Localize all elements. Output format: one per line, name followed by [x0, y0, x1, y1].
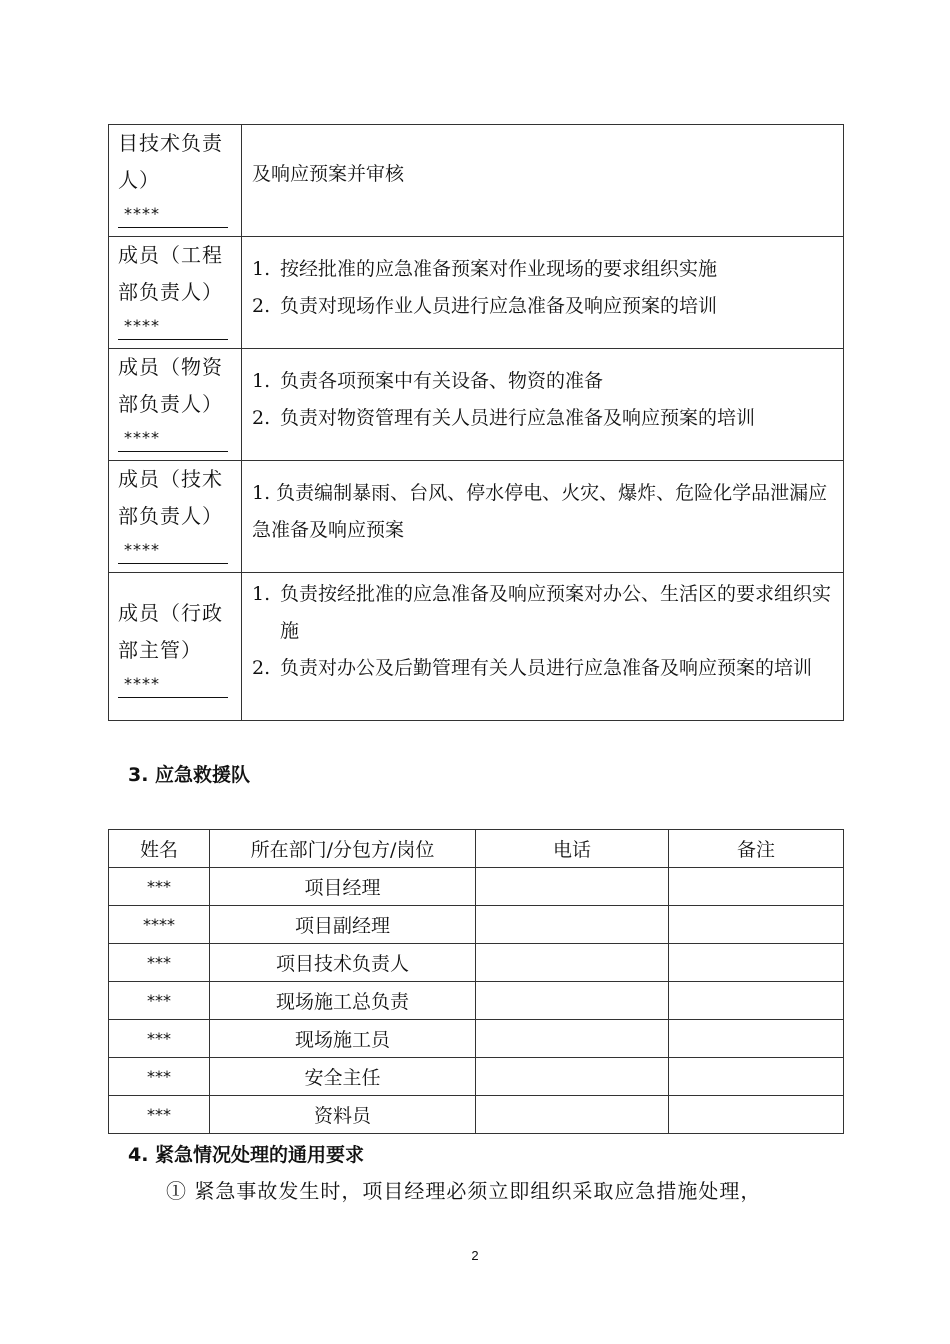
section-4-heading: 4. 紧急情况处理的通用要求 — [128, 1144, 365, 1166]
page-number: 2 — [471, 1248, 479, 1263]
department-cell: 项目技术负责人 — [210, 944, 476, 982]
table-header-row — [109, 830, 844, 868]
table-row — [109, 1058, 844, 1096]
duty-item — [252, 156, 835, 193]
role-label: 成员（工程 — [118, 243, 223, 267]
rescue-team-table — [108, 829, 844, 1134]
table-row — [109, 1096, 844, 1134]
duty-table-row — [109, 573, 844, 721]
phone-cell — [476, 1096, 669, 1134]
duty-item — [252, 400, 835, 437]
role-label: 成员（物资 — [118, 355, 223, 379]
duty-text: 负责对现场作业人员进行应急准备及响应预案的培训 — [280, 295, 718, 317]
duty-text: 1. 负责编制暴雨、台风、停水停电、火灾、爆炸、危险化学品泄漏应急准备及响应预案 — [252, 482, 828, 541]
table-row — [109, 944, 844, 982]
remarks-cell — [669, 1020, 844, 1058]
role-label: 成员（行政 — [118, 601, 223, 625]
duty-cell — [242, 349, 844, 461]
department-cell: 项目经理 — [210, 868, 476, 906]
duty-item — [252, 363, 835, 400]
remarks-cell — [669, 982, 844, 1020]
role-label: 人） — [118, 168, 160, 192]
member-name-cell: *** — [109, 1096, 210, 1134]
phone-cell — [476, 1020, 669, 1058]
duty-text: 负责对办公及后勤管理有关人员进行应急准备及响应预案的培训 — [280, 657, 813, 679]
header-phone: 电话 — [476, 830, 669, 868]
duty-cell — [242, 461, 844, 573]
duty-table-row — [109, 237, 844, 349]
department-cell: 项目副经理 — [210, 906, 476, 944]
role-label: 部负责人） — [118, 280, 223, 304]
duty-item — [252, 576, 835, 650]
duty-text: 负责按经批准的应急准备及响应预案对办公、生活区的要求组织实施 — [280, 583, 832, 642]
duty-text: 负责各项预案中有关设备、物资的准备 — [280, 370, 604, 392]
duty-number: 2. — [252, 295, 271, 317]
phone-cell — [476, 906, 669, 944]
member-name: **** — [118, 671, 228, 698]
role-cell — [109, 573, 242, 721]
emergency-duty-table — [108, 124, 844, 721]
department-cell: 资料员 — [210, 1096, 476, 1134]
member-name-cell: *** — [109, 944, 210, 982]
duty-cell — [242, 237, 844, 349]
role-label: 成员（技术 — [118, 467, 223, 491]
duty-number: 2. — [252, 657, 271, 679]
section-4-paragraph: ① 紧急事故发生时，项目经理必须立即组织采取应急措施处理， — [166, 1179, 762, 1203]
duty-table-row — [109, 461, 844, 573]
remarks-cell — [669, 906, 844, 944]
duty-text: 按经批准的应急准备预案对作业现场的要求组织实施 — [280, 258, 718, 280]
header-name: 姓名 — [109, 830, 210, 868]
duty-item — [252, 475, 835, 549]
header-remarks: 备注 — [669, 830, 844, 868]
table-row — [109, 1020, 844, 1058]
member-name-cell: *** — [109, 1058, 210, 1096]
member-name-cell: **** — [109, 906, 210, 944]
member-name: **** — [118, 313, 228, 340]
role-cell — [109, 349, 242, 461]
table-row — [109, 868, 844, 906]
duty-item — [252, 251, 835, 288]
duty-item — [252, 650, 835, 687]
role-label: 部主管） — [118, 638, 202, 662]
role-cell — [109, 461, 242, 573]
role-label: 部负责人） — [118, 504, 223, 528]
duty-text: 及响应预案并审核 — [252, 163, 405, 185]
table-row — [109, 982, 844, 1020]
section-3-heading: 3. 应急救援队 — [128, 764, 251, 786]
department-cell: 现场施工总负责 — [210, 982, 476, 1020]
duty-table-row — [109, 125, 844, 237]
table-row — [109, 906, 844, 944]
duty-number: 2. — [252, 407, 271, 429]
member-name: **** — [118, 201, 228, 228]
phone-cell — [476, 1058, 669, 1096]
phone-cell — [476, 982, 669, 1020]
member-name: **** — [118, 537, 228, 564]
member-name-cell: *** — [109, 868, 210, 906]
member-name: **** — [118, 425, 228, 452]
member-name-cell: *** — [109, 1020, 210, 1058]
phone-cell — [476, 868, 669, 906]
duty-text: 负责对物资管理有关人员进行应急准备及响应预案的培训 — [280, 407, 756, 429]
department-cell: 安全主任 — [210, 1058, 476, 1096]
remarks-cell — [669, 868, 844, 906]
duty-cell — [242, 125, 844, 237]
duty-number: 1. — [252, 583, 271, 605]
header-department: 所在部门/分包方/岗位 — [210, 830, 476, 868]
department-cell: 现场施工员 — [210, 1020, 476, 1058]
role-cell — [109, 237, 242, 349]
duty-number: 1. — [252, 370, 271, 392]
role-label: 目技术负责 — [118, 131, 223, 155]
role-cell — [109, 125, 242, 237]
duty-number: 1. — [252, 258, 271, 280]
duty-table-row — [109, 349, 844, 461]
duty-item — [252, 288, 835, 325]
remarks-cell — [669, 944, 844, 982]
remarks-cell — [669, 1096, 844, 1134]
role-label: 部负责人） — [118, 392, 223, 416]
duty-cell — [242, 573, 844, 721]
phone-cell — [476, 944, 669, 982]
member-name-cell: *** — [109, 982, 210, 1020]
remarks-cell — [669, 1058, 844, 1096]
